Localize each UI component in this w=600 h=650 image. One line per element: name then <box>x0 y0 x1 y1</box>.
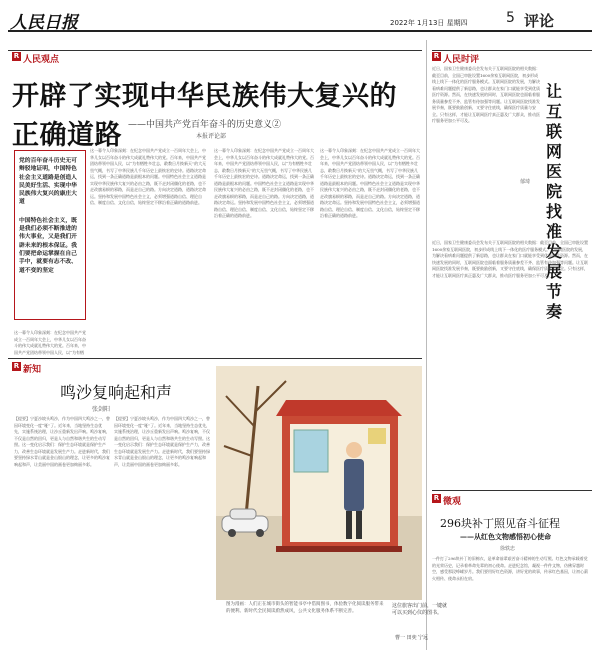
pullquote-2: 中国特色社会主义，既是我们必须不断推进的伟大事业，又是我们开辟未来的根本保证。我们要把命运掌握在自己手中，就要有志不改、道不变的坚定 <box>19 217 77 274</box>
xinzhi-headline: 鸣沙复响起和声 <box>60 383 173 402</box>
pullquote-1: 党的百年奋斗历史无可辩驳地证明，中国特色社会主义道路是创造人民美好生活、实现中华民族伟大复兴的康庄大道 <box>19 158 77 206</box>
column-rule-right <box>426 40 427 650</box>
section-label: 人民观点 <box>23 55 60 65</box>
book-kiosk-icon <box>276 400 402 552</box>
weiguan-byline: 徐轶忠 <box>500 546 516 552</box>
newspaper-logo: 人民日报 <box>10 13 78 33</box>
page-name: 评论 <box>524 12 555 30</box>
main-body-col-0: 这一幕令人印象深刻：在纪念中国共产党成立一百周年大会上，中华儿女以百年奋斗的伟大成就礼赞伟大的党。百年来，中国共产党团结带领中国人民，以“为有牺 <box>14 330 86 355</box>
section-badge: R <box>433 494 440 502</box>
issue-date: 2022年 1月13日 星期四 <box>390 19 468 27</box>
section-label: 人民时评 <box>443 55 480 65</box>
section-head-rmgd <box>12 52 59 65</box>
main-subhead: ——中国共产党百年奋斗的历史意义② <box>128 120 282 130</box>
rule-mid-left <box>8 358 422 359</box>
right-body-top: 近日，国家卫生健康委员会发布关于互联网医院的相关数据：截至目前，全国已审批设置1600余家互联网医院，初步形成线上线下一体化的医疗服务模式。互联网医院的发展，为解决看病难问题提供了新思路，也让群众在家门口就能享受到优质医疗资源。然而，在快速发展的同时，互联网医院也面临着服务质量参差不齐、监管有待加强等问题。让互联网医院找准发展节奏，既要鼓励创新，又要守住底线，确保医疗质量与安全。只有这样，才能让互联网医疗真正惠及广大群众，推动医疗服务更加公平可及。 <box>432 66 540 123</box>
illustration-author: 曹一 田奕 宁远 <box>395 635 429 641</box>
weiguan-headline: 296块补丁照见奋斗征程 <box>440 517 560 530</box>
section-head-rmsp <box>432 52 479 65</box>
illustration <box>216 366 422 600</box>
weiguan-body: 一件打了296块补丁的旧棉衣，是革命前辈艰苦奋斗精神的生动写照。红色文物承载着党的光荣历史，记录着革命先辈的初心使命。走进纪念馆，凝视一件件文物，仿佛穿越时空，感受那段峥嵘岁月。我们要用好红色资源，讲好党的故事，传承红色基因，让初心薪火相传、使命永担在肩。 <box>432 556 588 581</box>
rule-top-right <box>432 50 592 51</box>
xinzhi-body-col-1: 【提要】宁夏沙坡头鸣沙，作为中国四大鸣沙之一，曾因环境变化一度“哑”了。近年来，当地坚持生态优先，实施系统治理，让沙丘重新发出声响。鸣沙复响，不仅是自然的回归，更是人与自然和谐共生的生动写照。这一变化启示我们：保护生态环境就是保护生产力，改善生态环境就是发展生产力。走进新时代，我们要坚持绿水青山就是金山银山的理念，让更多的鸣沙复响起和声，让美丽中国的画卷更加绚丽多彩。 <box>14 416 110 467</box>
illustration-caption: 图为漫画：人们正在城市街头的智能书亭中借阅图书，体验数字化阅读服务带来的便利。新时代全民阅读蔚然成风，公共文化服务体系不断完善。 <box>226 602 384 614</box>
main-body-col-2: 这一幕令人印象深刻：在纪念中国共产党成立一百周年大会上，中华儿女以百年奋斗的伟大成就礼赞伟大的党。百年来，中国共产党团结带领中国人民，以“为有牺牲多壮志，敢教日月换新天”的大无畏气概，书写了中华民族几千年历史上最恢宏的史诗。道路决定命运，找到一条正确道路是最根本的问题。中国特色社会主义道路是实现中华民族伟大复兴的必由之路，既不走封闭僵化的老路，也不走改旗易帜的邪路，而是走自己的路。方向决定道路，道路决定命运。坚持和发展中国特色社会主义，必须增强道路自信、理论自信、制度自信、文化自信，始终坚定不移沿着正确的道路前进。 <box>214 148 314 218</box>
right-author: 郁琦 <box>520 179 531 185</box>
weiguan-subhead: ——从红色文物感悟初心使命 <box>460 532 551 541</box>
rule-mid-right <box>432 490 592 491</box>
main-body-col-1: 这一幕令人印象深刻：在纪念中国共产党成立一百周年大会上，中华儿女以百年奋斗的伟大成就礼赞伟大的党。百年来，中国共产党团结带领中国人民，以“为有牺牲多壮志，敢教日月换新天”的大无畏气概，书写了中华民族几千年历史上最恢宏的史诗。道路决定命运，找到一条正确道路是最根本的问题。中国特色社会主义道路是实现中华民族伟大复兴的必由之路，既不走封闭僵化的老路，也不走改旗易帜的邪路，而是走自己的路。方向决定道路，道路决定命运。坚持和发展中国特色社会主义，必须增强道路自信、理论自信、制度自信、文化自信，始终坚定不移沿着正确的道路前进。 <box>90 148 207 205</box>
section-badge: R <box>13 362 20 370</box>
right-headline: 让互联网医院找准发展节奏 <box>546 82 563 321</box>
section-label: 微观 <box>443 497 462 507</box>
masthead <box>8 6 592 32</box>
main-byline: 本报评论部 <box>196 133 227 140</box>
main-body-col-3: 这一幕令人印象深刻：在纪念中国共产党成立一百周年大会上，中华儿女以百年奋斗的伟大成就礼赞伟大的党。百年来，中国共产党团结带领中国人民，以“为有牺牲多壮志，敢教日月换新天”的大无畏气概，书写了中华民族几千年历史上最恢宏的史诗。道路决定命运，找到一条正确道路是最根本的问题。中国特色社会主义道路是实现中华民族伟大复兴的必由之路，既不走封闭僵化的老路，也不走改旗易帜的邪路，而是走自己的路。方向决定道路，道路决定命运。坚持和发展中国特色社会主义，必须增强道路自信、理论自信、制度自信、文化自信，始终坚定不移沿着正确的道路前进。 <box>320 148 420 218</box>
section-label: 新知 <box>23 365 42 375</box>
page-number: 5 <box>506 10 515 26</box>
section-head-weiguan <box>432 494 461 507</box>
pullquote-box <box>14 150 86 320</box>
section-badge: R <box>13 52 20 60</box>
xinzhi-body-col-2: 【提要】宁夏沙坡头鸣沙，作为中国四大鸣沙之一，曾因环境变化一度“哑”了。近年来，当地坚持生态优先，实施系统治理，让沙丘重新发出声响。鸣沙复响，不仅是自然的回归，更是人与自然和谐共生的生动写照。这一变化启示我们：保护生态环境就是保护生产力，改善生态环境就是发展生产力。走进新时代，我们要坚持绿水青山就是金山银山的理念，让更多的鸣沙复响起和声，让美丽中国的画卷更加绚丽多彩。 <box>114 416 211 467</box>
right-body-bottom: 近日，国家卫生健康委员会发布关于互联网医院的相关数据：截至目前，全国已审批设置1600余家互联网医院，初步形成线上线下一体化的医疗服务模式。互联网医院的发展，为解决看病难问题提供了新思路，也让群众在家门口就能享受到优质医疗资源。然而，在快速发展的同时，互联网医院也面临着服务质量参差不齐、监管有待加强等问题。让互联网医院找准发展节奏，既要鼓励创新，又要守住底线，确保医疗质量与安全。只有这样，才能让互联网医疗真正惠及广大群众，推动医疗服务更加公平可及。 <box>432 240 588 278</box>
xinzhi-byline: 张剑阳 <box>92 406 111 413</box>
section-badge: R <box>433 52 440 60</box>
main-headline: 开辟了实现中华民族伟大复兴的正确道路 <box>12 81 397 151</box>
illustration-poem: 这位旅客出门前，一键就可以买到心仪的图书。 <box>392 603 448 616</box>
rule-top-left <box>8 50 422 51</box>
section-head-xinzhi <box>12 362 41 375</box>
